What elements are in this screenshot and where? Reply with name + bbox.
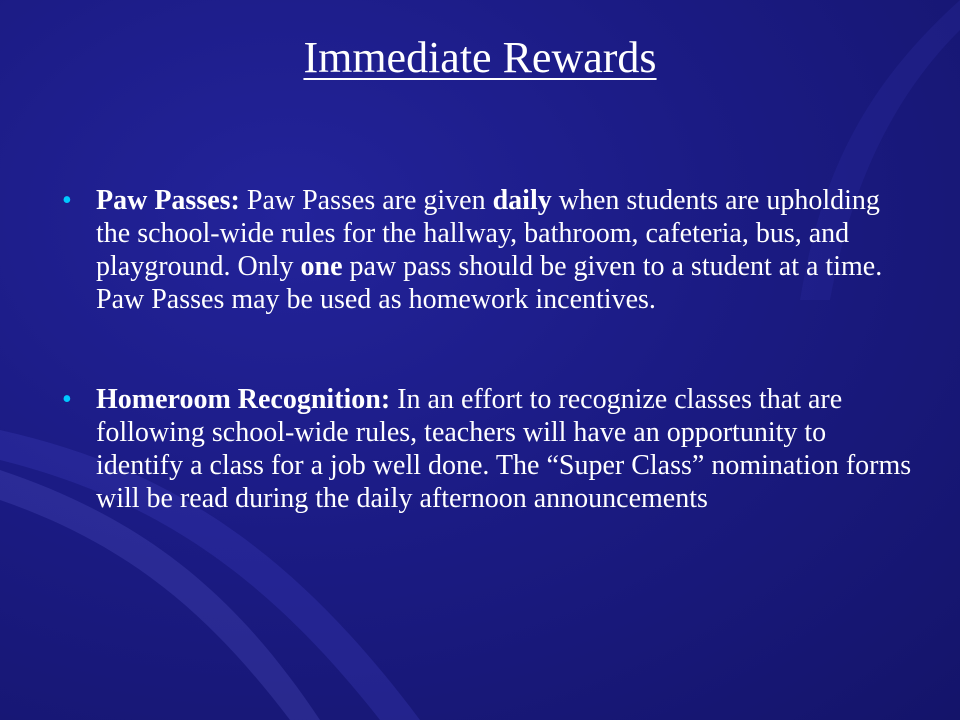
slide-title: Immediate Rewards bbox=[303, 33, 657, 82]
bullet-text-part: In an effort to recognize classes that are following school-wide rules, teachers will have an opportunity to identify a class for a job well done. The “Super Class” nomination forms will be read during the daily afternoon announcements bbox=[96, 384, 912, 514]
bullet-paw-passes bbox=[62, 184, 912, 316]
emphasis-text: one bbox=[300, 251, 343, 282]
bullet-dot-icon: • bbox=[62, 185, 72, 216]
bullet-homeroom-recognition bbox=[62, 383, 912, 515]
bullet-text bbox=[96, 384, 911, 514]
bullet-text-part: Paw Passes are given bbox=[239, 185, 493, 216]
bullet-heading: Paw Passes: bbox=[96, 185, 240, 216]
bullet-text-part: paw pass should be given to a student at a time. Paw Passes may be used as homework incentives. bbox=[96, 251, 883, 315]
emphasis-text: daily bbox=[492, 185, 552, 216]
bullet-dot-icon: • bbox=[62, 384, 72, 415]
bullet-text-part: when students are upholding the school-wide rules for the hallway, bathroom, cafeteria, bus, and playground. Only bbox=[96, 185, 880, 282]
bullet-heading: Homeroom Recognition: bbox=[96, 384, 391, 415]
bullet-list bbox=[62, 184, 912, 582]
bullet-text bbox=[96, 185, 882, 315]
